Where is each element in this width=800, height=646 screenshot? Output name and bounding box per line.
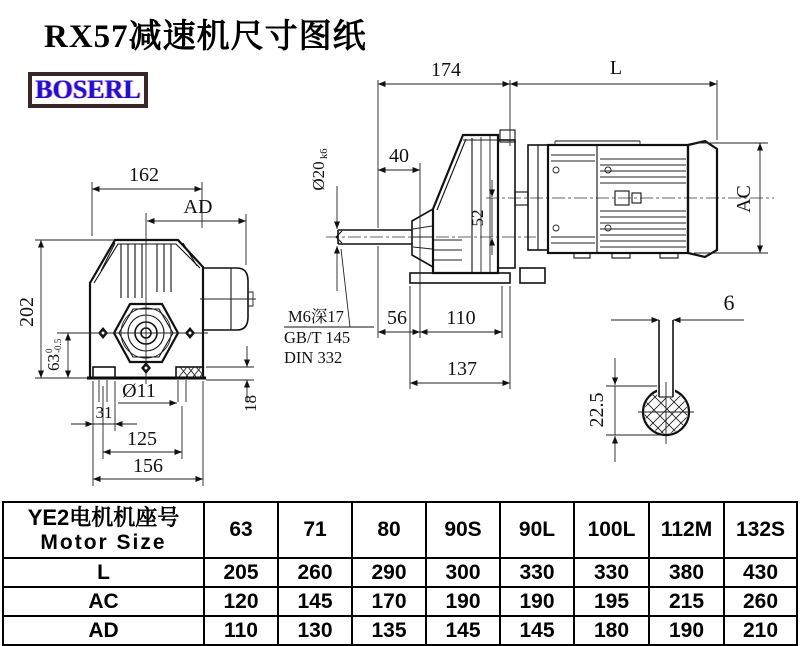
motor-size-col: 100L bbox=[574, 502, 649, 558]
dim-shaft-dia bbox=[309, 149, 330, 191]
dim-52: 52 bbox=[468, 209, 487, 227]
cell: 145 bbox=[426, 616, 500, 645]
dim-o20: Ø20 bbox=[309, 161, 328, 191]
cell: 120 bbox=[204, 587, 278, 616]
cell: 330 bbox=[500, 558, 574, 587]
dim-63-tol bbox=[44, 338, 63, 371]
dim-ad: AD bbox=[183, 196, 213, 218]
motor-size-col: 90S bbox=[426, 502, 500, 558]
cell: 330 bbox=[574, 558, 649, 587]
dim-125: 125 bbox=[127, 428, 157, 450]
dim-156: 156 bbox=[133, 455, 163, 477]
table-header-row bbox=[3, 502, 797, 558]
table-row-AD bbox=[3, 616, 797, 645]
motor-size-col: 90L bbox=[500, 502, 574, 558]
dim-key-height: 22.5 bbox=[586, 392, 608, 428]
cell: 300 bbox=[426, 558, 500, 587]
table-row-AC bbox=[3, 587, 797, 616]
row-label: AD bbox=[3, 616, 204, 645]
dim-L: L bbox=[609, 57, 623, 79]
dim-202: 202 bbox=[16, 297, 38, 327]
motor-fins bbox=[551, 155, 686, 247]
cell: 260 bbox=[278, 558, 352, 587]
side-view bbox=[284, 57, 774, 389]
cell: 130 bbox=[278, 616, 352, 645]
dim-56: 56 bbox=[387, 307, 407, 329]
front-view bbox=[16, 164, 260, 486]
header-en: Motor Size bbox=[40, 530, 167, 554]
cell: 190 bbox=[500, 587, 574, 616]
dim-ac: AC bbox=[733, 185, 755, 213]
dim-bolt-hole: Ø11 bbox=[122, 380, 156, 402]
motor-size-col: 71 bbox=[278, 502, 352, 558]
dim-18: 18 bbox=[241, 395, 260, 412]
foot-hatch bbox=[178, 367, 203, 378]
cell: 190 bbox=[426, 587, 500, 616]
cell: 180 bbox=[574, 616, 649, 645]
dim-174: 174 bbox=[431, 59, 461, 81]
cell: 215 bbox=[649, 587, 724, 616]
header-cn: YE2电机机座号 bbox=[27, 505, 180, 531]
note-gbt: GB/T 145 bbox=[284, 328, 351, 347]
dim-63-lower-tol: -0.5 bbox=[53, 338, 63, 353]
key-section-view bbox=[586, 290, 744, 462]
motor-size-col: 80 bbox=[352, 502, 426, 558]
dim-40: 40 bbox=[389, 145, 409, 167]
dim-63-upper-tol: 0 bbox=[44, 348, 54, 353]
cell: 135 bbox=[352, 616, 426, 645]
cell: 260 bbox=[724, 587, 797, 616]
cell: 145 bbox=[500, 616, 574, 645]
page-title: RX57减速机尺寸图纸 bbox=[44, 19, 367, 55]
dim-shaft-fit: k6 bbox=[319, 148, 330, 159]
motor-size-table bbox=[2, 501, 798, 646]
brand-logo-text: BOSERL bbox=[35, 75, 141, 104]
dim-31: 31 bbox=[95, 403, 113, 422]
row-label: L bbox=[3, 558, 204, 587]
cell: 380 bbox=[649, 558, 724, 587]
header-motor-size bbox=[3, 502, 204, 558]
cell: 195 bbox=[574, 587, 649, 616]
cell: 110 bbox=[204, 616, 278, 645]
cell: 145 bbox=[278, 587, 352, 616]
cell: 430 bbox=[724, 558, 797, 587]
motor-size-col: 63 bbox=[204, 502, 278, 558]
note-tap: M6深17 bbox=[288, 307, 344, 326]
dim-162: 162 bbox=[129, 164, 159, 186]
table-row-L bbox=[3, 558, 797, 587]
dim-110: 110 bbox=[446, 307, 476, 329]
dim-137: 137 bbox=[447, 358, 477, 380]
cell: 190 bbox=[649, 616, 724, 645]
cell: 205 bbox=[204, 558, 278, 587]
dim-key-width: 6 bbox=[723, 290, 735, 315]
cell: 170 bbox=[352, 587, 426, 616]
cell: 290 bbox=[352, 558, 426, 587]
motor-size-col: 112M bbox=[649, 502, 724, 558]
row-label: AC bbox=[3, 587, 204, 616]
motor-size-col: 132S bbox=[724, 502, 797, 558]
note-din: DIN 332 bbox=[284, 348, 343, 367]
cell: 210 bbox=[724, 616, 797, 645]
dim-63: 63 bbox=[44, 354, 63, 371]
